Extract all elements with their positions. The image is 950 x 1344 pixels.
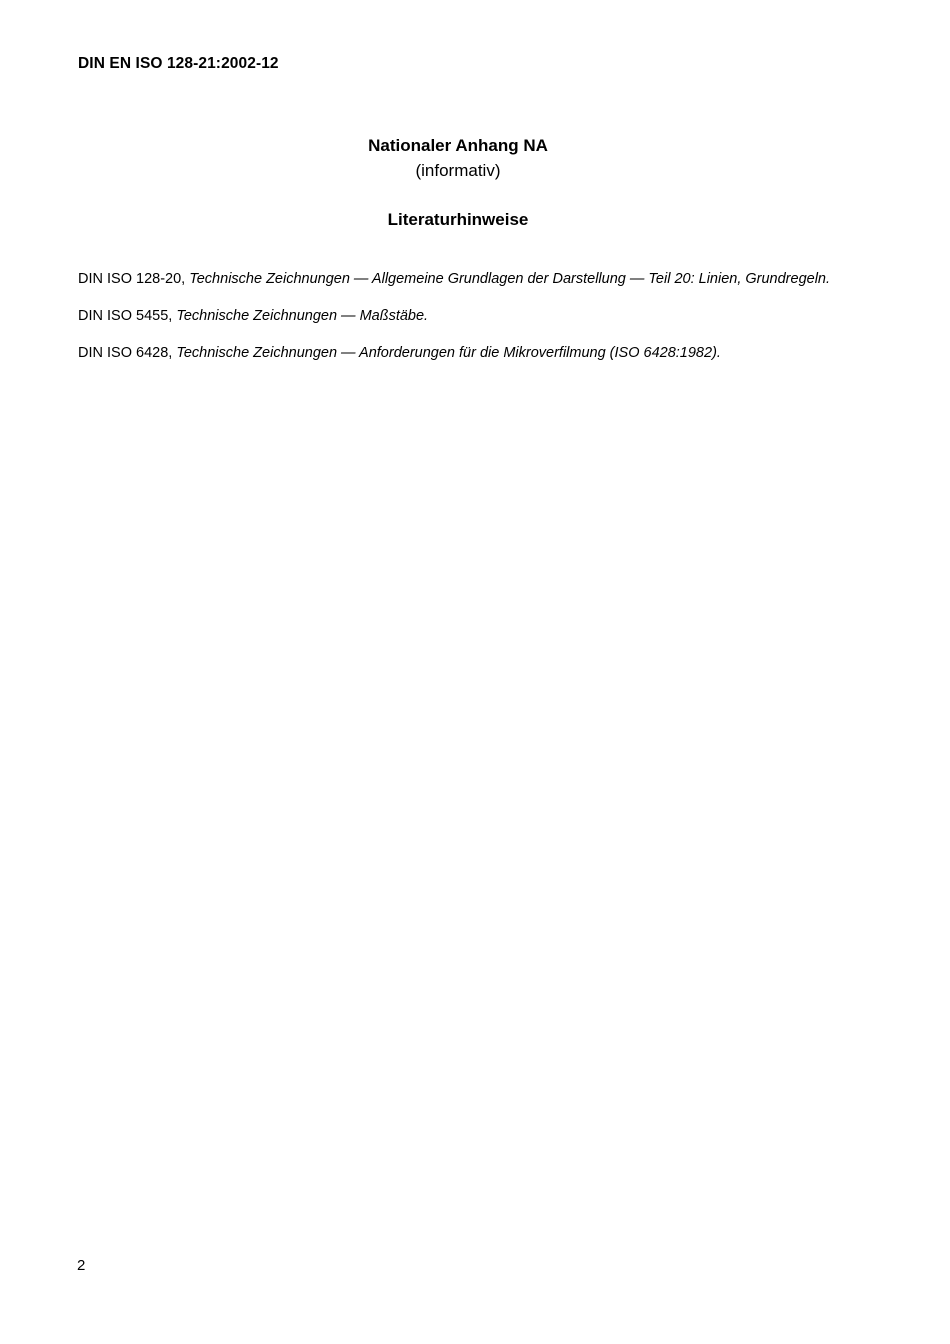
annex-subtitle: (informativ) xyxy=(415,161,501,180)
reference-list xyxy=(78,270,836,381)
document-id-header: DIN EN ISO 128-21:2002-12 xyxy=(78,55,279,72)
reference-id: DIN ISO 5455, xyxy=(78,308,177,324)
reference-id: DIN ISO 128-20, xyxy=(78,271,190,287)
reference-title: Technische Zeichnungen — Maßstäbe. xyxy=(176,308,429,324)
page-number: 2 xyxy=(77,1257,86,1274)
reference-title: Technische Zeichnungen — Allgemeine Grundlagen der Darstellung — Teil 20: Linien, Grundregeln. xyxy=(189,271,831,287)
section-title: Literaturhinweise xyxy=(387,210,529,229)
reference-item xyxy=(78,270,836,288)
reference-item xyxy=(78,307,836,325)
annex-title: Nationaler Anhang NA xyxy=(368,136,548,155)
reference-title: Technische Zeichnungen — Anforderungen für die Mikroverfilmung (ISO 6428:1982). xyxy=(176,345,721,361)
reference-item xyxy=(78,344,836,362)
reference-id: DIN ISO 6428, xyxy=(78,345,177,361)
